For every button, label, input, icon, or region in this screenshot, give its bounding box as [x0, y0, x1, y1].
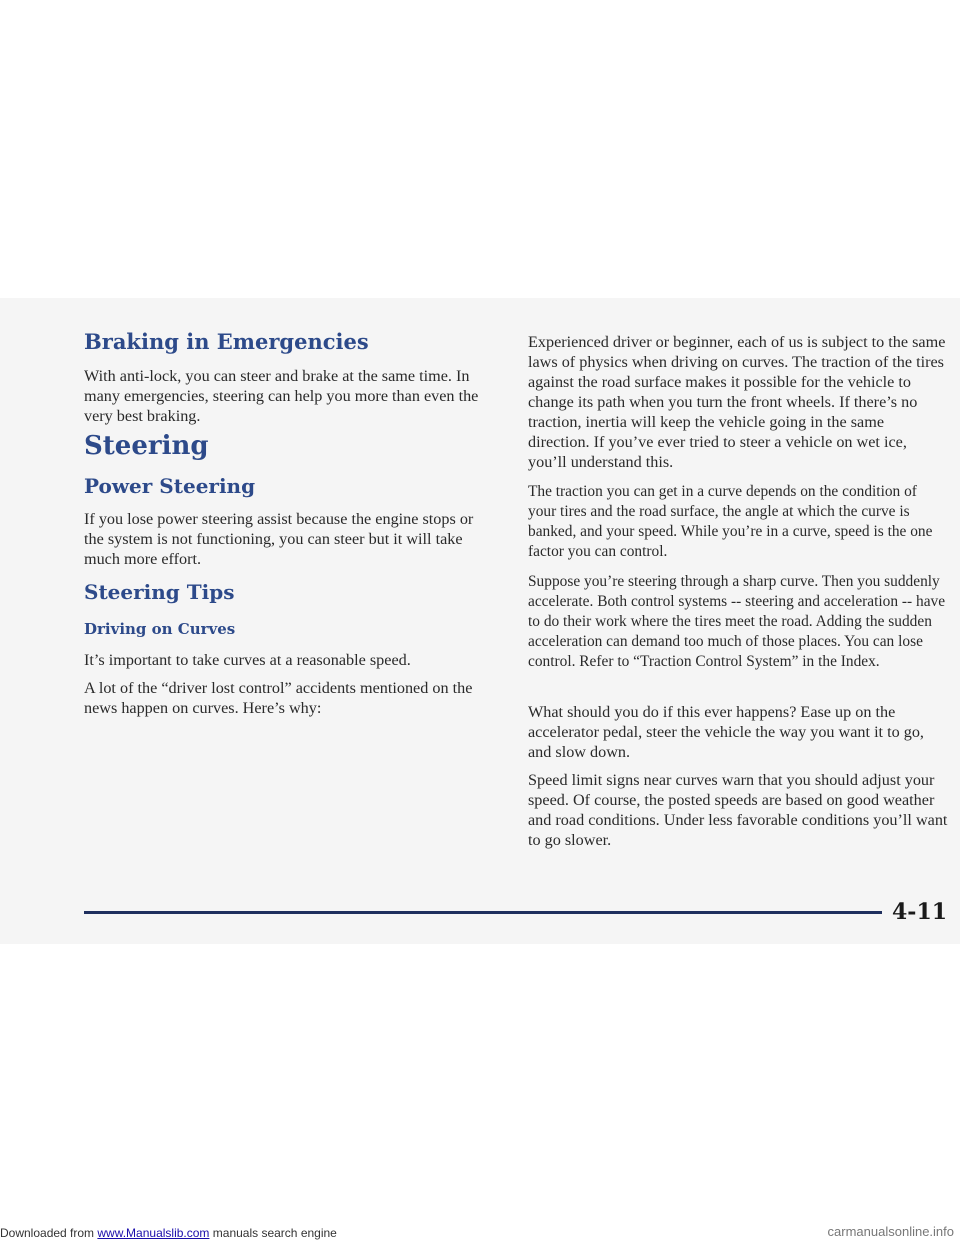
watermark: carmanualsonline.info [827, 1224, 954, 1239]
power-steering-heading: Power Steering [84, 474, 256, 498]
manualslib-link[interactable]: www.Manualslib.com [97, 1226, 210, 1240]
curves-text-1: It’s important to take curves at a reasonable speed. [84, 651, 411, 669]
manual-page [0, 298, 960, 944]
braking-text: With anti-lock, you can steer and brake at the same time. In many emergencies, steering can help you more than even the very best braking. [84, 367, 479, 425]
curves-text-2: A lot of the “driver lost control” accidents mentioned on the news happen on curves. Here’s why: [84, 679, 473, 717]
paragraph-ease-up: What should you do if this ever happens? Ease up on the accelerator pedal, steer the vehicle the way you want it to go, and slow down. [528, 703, 924, 761]
steering-heading: Steering [84, 431, 209, 461]
footer-suffix: manuals search engine [209, 1226, 337, 1240]
download-footer [0, 1222, 960, 1242]
paragraph-speed-limit: Speed limit signs near curves warn that you should adjust your speed. Of course, the posted speeds are based on good weather and road conditions. Under less favorable conditions you’ll want to go slower. [528, 771, 948, 849]
download-notice [0, 1226, 337, 1240]
paragraph-sharp-curve: Suppose you’re steering through a sharp curve. Then you suddenly accelerate. Both control systems -- steering and acceleration -- have to do their work where the tires meet the road. Adding the sudden acceleration can demand too much of those places. You can lose control. Refer to “Traction Control System” in the Index. [528, 573, 946, 670]
driving-on-curves-heading: Driving on Curves [84, 620, 236, 638]
paragraph-physics: Experienced driver or beginner, each of us is subject to the same laws of physics when driving on curves. The traction of the tires against the road surface makes it possible for the vehicle to change its path when you turn the front wheels. If there’s no traction, inertia will keep the vehicle going in the same direction. If you’ve ever tried to steer a vehicle on wet ice, you’ll understand this. [528, 333, 946, 471]
footer-rule [84, 911, 882, 914]
steering-tips-heading: Steering Tips [84, 580, 235, 604]
page-number: 4-11 [892, 899, 948, 925]
paragraph-traction: The traction you can get in a curve depends on the condition of your tires and the road surface, the angle at which the curve is banked, and your speed. While you’re in a curve, speed is the one factor you can control. [528, 483, 933, 560]
braking-heading: Braking in Emergencies [84, 329, 369, 354]
footer-prefix: Downloaded from [0, 1226, 98, 1240]
power-steering-text: If you lose power steering assist because the engine stops or the system is not functioning, you can steer but it will take much more effort. [84, 510, 474, 568]
